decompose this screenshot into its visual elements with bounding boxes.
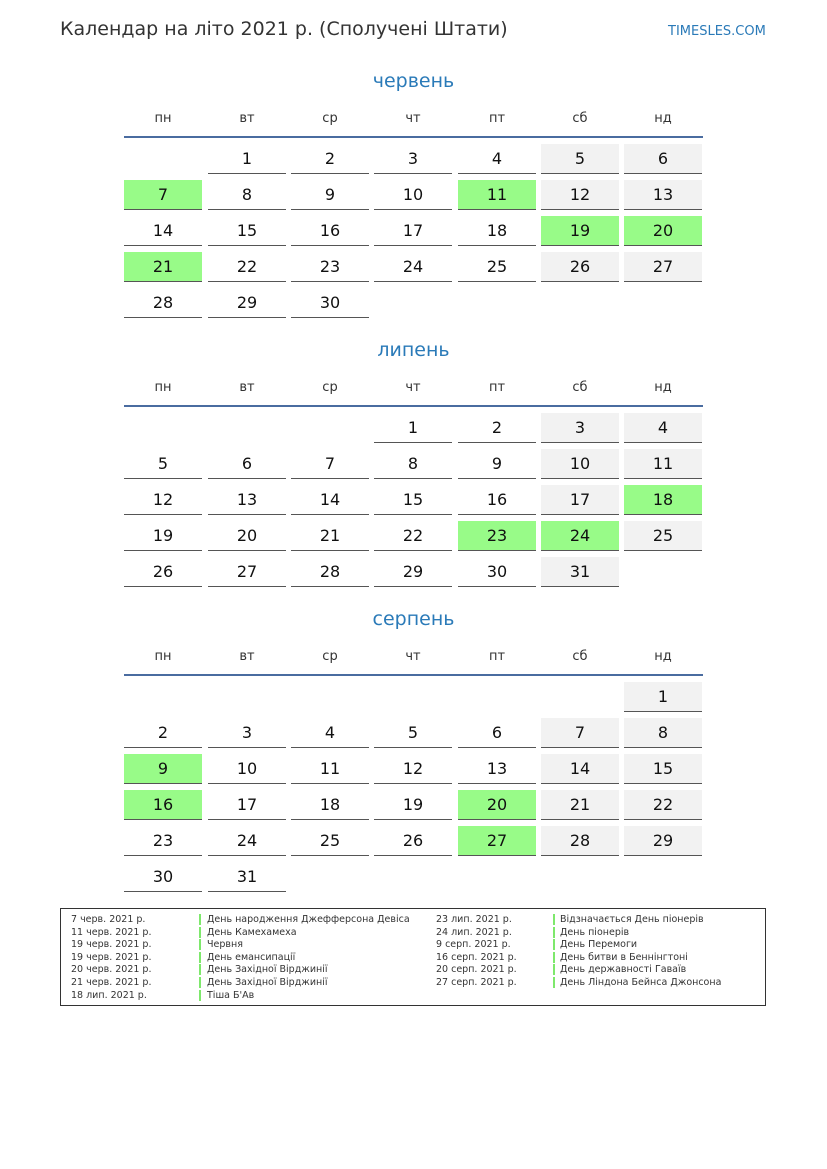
legend-holiday-name: День піонерів xyxy=(560,926,630,938)
day-cell: 10 xyxy=(541,449,619,479)
weekday-label: чт xyxy=(405,111,421,126)
legend-row xyxy=(71,990,401,1002)
holiday-day-cell: 16 xyxy=(124,790,202,820)
legend-marker xyxy=(553,939,555,950)
day-cell: 17 xyxy=(208,790,286,820)
day-cell: 26 xyxy=(541,252,619,282)
day-cell: 16 xyxy=(458,485,536,515)
legend-holiday-name: День Перемоги xyxy=(560,939,638,951)
legend-marker xyxy=(553,977,555,988)
legend-holiday-name: День Західної Вірджинії xyxy=(207,977,328,988)
day-cell: 24 xyxy=(374,252,452,282)
header-rule xyxy=(124,405,703,407)
day-cell: 30 xyxy=(458,557,536,587)
legend-date: 7 черв. 2021 р. xyxy=(71,914,146,925)
day-cell: 14 xyxy=(291,485,369,515)
week-row xyxy=(124,521,704,551)
day-cell: 19 xyxy=(124,521,202,551)
holiday-day-cell: 21 xyxy=(124,252,202,282)
legend-date: 27 серп. 2021 р. xyxy=(436,977,517,988)
holiday-day-cell: 7 xyxy=(124,180,202,210)
legend-row xyxy=(436,939,766,951)
legend-date: 23 лип. 2021 р. xyxy=(436,914,512,925)
legend-row xyxy=(71,977,401,989)
holiday-day-cell: 20 xyxy=(624,216,702,246)
day-cell: 31 xyxy=(541,557,619,587)
day-cell: 13 xyxy=(208,485,286,515)
day-cell: 25 xyxy=(291,826,369,856)
day-cell: 12 xyxy=(541,180,619,210)
day-cell: 5 xyxy=(374,718,452,748)
holiday-day-cell: 24 xyxy=(541,521,619,551)
day-cell: 12 xyxy=(374,754,452,784)
day-cell: 18 xyxy=(458,216,536,246)
day-cell: 30 xyxy=(124,862,202,892)
week-row xyxy=(124,413,704,443)
month-title: червень xyxy=(372,70,455,92)
legend-row xyxy=(71,914,410,926)
weekday-label: нд xyxy=(654,380,672,395)
legend-date: 24 лип. 2021 р. xyxy=(436,926,512,938)
legend-marker xyxy=(553,952,555,963)
day-cell: 3 xyxy=(541,413,619,443)
day-cell: 2 xyxy=(124,718,202,748)
legend-holiday-name: Відзначається День піонерів xyxy=(560,914,704,925)
legend-marker xyxy=(199,990,201,1001)
day-cell: 5 xyxy=(541,144,619,174)
day-cell: 16 xyxy=(291,216,369,246)
day-cell: 23 xyxy=(124,826,202,856)
legend-holiday-name: День емансипації xyxy=(207,951,296,963)
day-cell: 15 xyxy=(374,485,452,515)
day-cell: 23 xyxy=(291,252,369,282)
day-cell: 1 xyxy=(374,413,452,443)
month-title: липень xyxy=(377,339,450,361)
legend-holiday-name: День народження Джефферсона Девіса xyxy=(207,914,410,925)
day-cell: 28 xyxy=(291,557,369,587)
week-row xyxy=(124,180,704,210)
weekday-label: сб xyxy=(572,380,588,395)
day-cell: 17 xyxy=(541,485,619,515)
day-cell: 28 xyxy=(124,288,202,318)
day-cell: 1 xyxy=(624,682,702,712)
legend-marker xyxy=(199,952,201,963)
day-cell: 13 xyxy=(624,180,702,210)
legend-row xyxy=(71,964,401,976)
weekday-label: пт xyxy=(488,649,506,664)
legend-holiday-name: День державності Гаваїв xyxy=(560,964,687,976)
day-cell: 9 xyxy=(458,449,536,479)
day-cell: 19 xyxy=(374,790,452,820)
day-cell: 25 xyxy=(624,521,702,551)
legend-marker xyxy=(199,914,201,925)
weekday-label: пн xyxy=(154,111,172,126)
weekday-label: пн xyxy=(154,380,172,395)
weekday-label: сб xyxy=(572,111,588,126)
weekday-label: пт xyxy=(488,380,506,395)
day-cell: 15 xyxy=(624,754,702,784)
day-cell: 29 xyxy=(374,557,452,587)
day-cell: 3 xyxy=(208,718,286,748)
header-rule xyxy=(124,674,703,676)
week-row xyxy=(124,557,704,587)
day-cell: 10 xyxy=(374,180,452,210)
day-cell: 29 xyxy=(624,826,702,856)
legend-row xyxy=(436,914,766,926)
legend-date: 9 серп. 2021 р. xyxy=(436,939,511,951)
day-cell: 14 xyxy=(541,754,619,784)
day-cell: 12 xyxy=(124,485,202,515)
week-row xyxy=(124,216,704,246)
week-row xyxy=(124,252,704,282)
day-cell: 15 xyxy=(208,216,286,246)
day-cell: 8 xyxy=(374,449,452,479)
legend-date: 19 черв. 2021 р. xyxy=(71,939,152,951)
weekday-label: пт xyxy=(488,111,506,126)
legend-date: 16 серп. 2021 р. xyxy=(436,951,517,963)
legend-marker xyxy=(199,964,201,975)
day-cell: 11 xyxy=(291,754,369,784)
holiday-legend xyxy=(60,908,766,1006)
day-cell: 27 xyxy=(208,557,286,587)
day-cell: 5 xyxy=(124,449,202,479)
holiday-day-cell: 20 xyxy=(458,790,536,820)
day-cell: 1 xyxy=(208,144,286,174)
day-cell: 7 xyxy=(541,718,619,748)
site-link[interactable]: TIMESLES.COM xyxy=(668,24,766,39)
legend-holiday-name: Тіша Б'Ав xyxy=(207,989,255,1001)
day-cell: 9 xyxy=(291,180,369,210)
weekday-label: чт xyxy=(405,649,421,664)
holiday-day-cell: 9 xyxy=(124,754,202,784)
weekday-label: пн xyxy=(154,649,172,664)
day-cell: 29 xyxy=(208,288,286,318)
legend-marker xyxy=(199,939,201,950)
day-cell: 28 xyxy=(541,826,619,856)
day-cell: 4 xyxy=(624,413,702,443)
week-row xyxy=(124,826,704,856)
legend-row xyxy=(71,952,401,964)
legend-date: 18 лип. 2021 р. xyxy=(71,989,147,1001)
day-cell: 21 xyxy=(291,521,369,551)
legend-row xyxy=(436,952,766,964)
day-cell: 6 xyxy=(458,718,536,748)
day-cell: 20 xyxy=(208,521,286,551)
page-title: Календар на літо 2021 р. (Сполучені Штати) xyxy=(60,18,508,40)
legend-row xyxy=(71,927,401,939)
day-cell: 4 xyxy=(291,718,369,748)
day-cell: 21 xyxy=(541,790,619,820)
day-cell: 2 xyxy=(458,413,536,443)
legend-marker xyxy=(553,914,555,925)
week-row xyxy=(124,449,704,479)
weekday-label: чт xyxy=(405,380,421,395)
day-cell: 10 xyxy=(208,754,286,784)
legend-date: 21 черв. 2021 р. xyxy=(71,977,152,988)
holiday-day-cell: 23 xyxy=(458,521,536,551)
legend-marker xyxy=(199,977,201,988)
week-row xyxy=(124,144,704,174)
day-cell: 22 xyxy=(624,790,702,820)
holiday-day-cell: 11 xyxy=(458,180,536,210)
week-row xyxy=(124,288,704,318)
weekday-label: ср xyxy=(322,380,338,395)
legend-row xyxy=(436,964,766,976)
month-title: серпень xyxy=(372,608,455,630)
day-cell: 3 xyxy=(374,144,452,174)
week-row xyxy=(124,682,704,712)
day-cell: 31 xyxy=(208,862,286,892)
holiday-day-cell: 27 xyxy=(458,826,536,856)
legend-holiday-name: Червня xyxy=(207,939,243,951)
legend-date: 11 черв. 2021 р. xyxy=(71,926,152,938)
week-row xyxy=(124,718,704,748)
day-cell: 13 xyxy=(458,754,536,784)
day-cell: 26 xyxy=(124,557,202,587)
weekday-label: ср xyxy=(322,649,338,664)
legend-date: 20 серп. 2021 р. xyxy=(436,964,517,976)
legend-date: 19 черв. 2021 р. xyxy=(71,951,152,963)
week-row xyxy=(124,485,704,515)
day-cell: 8 xyxy=(624,718,702,748)
day-cell: 22 xyxy=(208,252,286,282)
legend-marker xyxy=(199,927,201,938)
weekday-label: нд xyxy=(654,649,672,664)
legend-date: 20 черв. 2021 р. xyxy=(71,964,152,976)
holiday-day-cell: 18 xyxy=(624,485,702,515)
legend-row xyxy=(71,939,401,951)
day-cell: 7 xyxy=(291,449,369,479)
legend-holiday-name: День Ліндона Бейнса Джонсона xyxy=(560,977,722,988)
day-cell: 4 xyxy=(458,144,536,174)
week-row xyxy=(124,862,704,892)
day-cell: 18 xyxy=(291,790,369,820)
day-cell: 11 xyxy=(624,449,702,479)
day-cell: 27 xyxy=(624,252,702,282)
week-row xyxy=(124,754,704,784)
day-cell: 6 xyxy=(208,449,286,479)
legend-holiday-name: День битви в Беннінгтоні xyxy=(560,951,688,963)
day-cell: 24 xyxy=(208,826,286,856)
day-cell: 17 xyxy=(374,216,452,246)
legend-holiday-name: День Камехамеха xyxy=(207,926,297,938)
weekday-label: ср xyxy=(322,111,338,126)
day-cell: 14 xyxy=(124,216,202,246)
legend-row xyxy=(436,977,766,989)
legend-holiday-name: День Західної Вірджинії xyxy=(207,964,328,976)
weekday-label: вт xyxy=(239,111,255,126)
day-cell: 2 xyxy=(291,144,369,174)
weekday-label: вт xyxy=(239,380,255,395)
day-cell: 30 xyxy=(291,288,369,318)
day-cell: 6 xyxy=(624,144,702,174)
day-cell: 8 xyxy=(208,180,286,210)
weekday-label: вт xyxy=(239,649,255,664)
day-cell: 25 xyxy=(458,252,536,282)
day-cell: 22 xyxy=(374,521,452,551)
legend-marker xyxy=(553,927,555,938)
day-cell: 26 xyxy=(374,826,452,856)
legend-row xyxy=(436,927,766,939)
weekday-label: нд xyxy=(654,111,672,126)
weekday-label: сб xyxy=(572,649,588,664)
legend-marker xyxy=(553,964,555,975)
holiday-day-cell: 19 xyxy=(541,216,619,246)
week-row xyxy=(124,790,704,820)
header-rule xyxy=(124,136,703,138)
